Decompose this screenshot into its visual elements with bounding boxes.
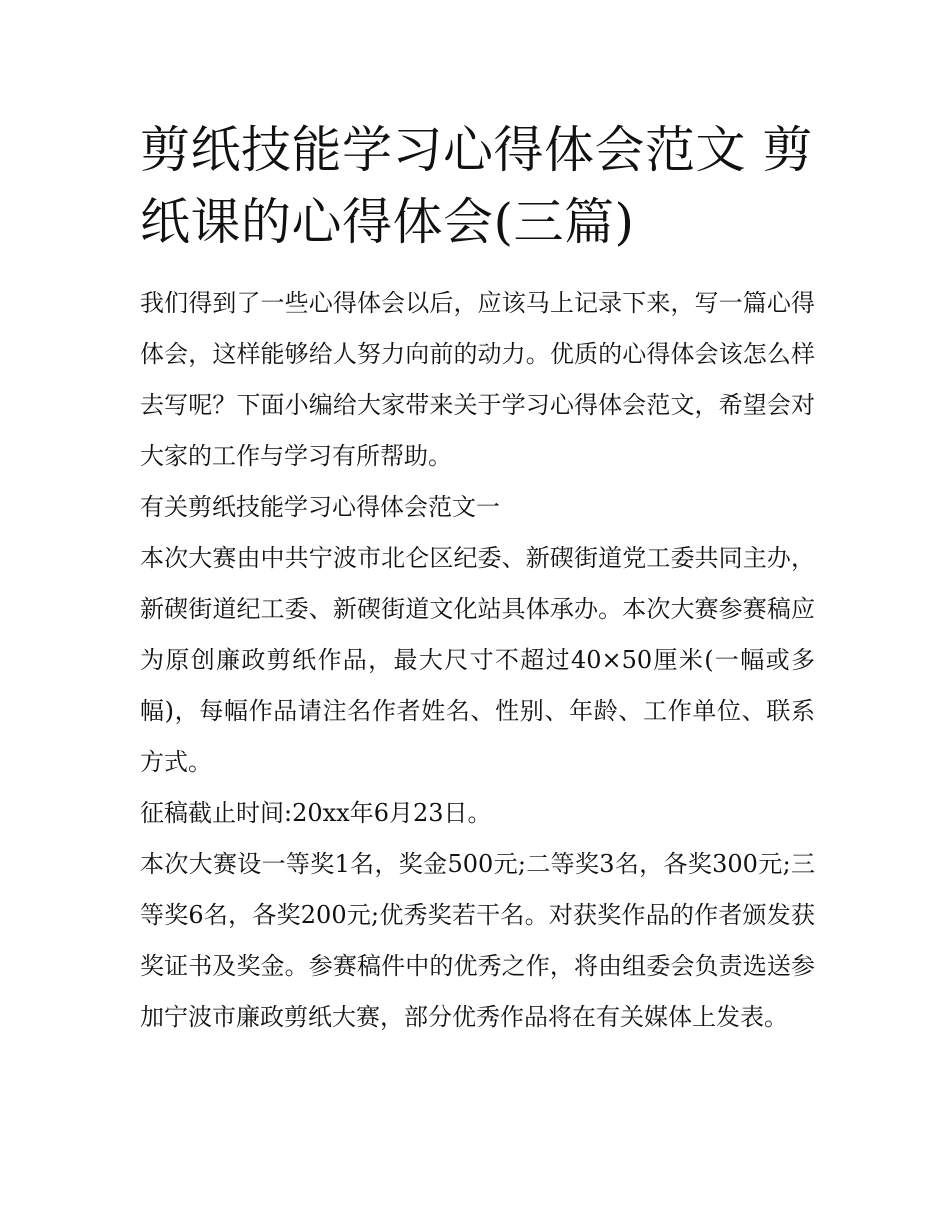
paragraph-deadline: 征稿截止时间:20xx年6月23日。	[140, 799, 492, 827]
section-heading: 有关剪纸技能学习心得体会范文一	[140, 493, 500, 521]
paragraph-contest-info: 本次大赛由中共宁波市北仑区纪委、新碶街道党工委共同主办，新碶街道纪工委、新碶街道文化站具体承办。本次大赛参赛稿应为原创廉政剪纸作品，最大尺寸不超过40×50厘米(一幅或多幅)，每幅作品请注名作者姓名、性别、年龄、工作单位、联系方式。	[140, 544, 815, 776]
paragraph-intro: 我们得到了一些心得体会以后，应该马上记录下来，写一篇心得体会，这样能够给人努力向前的动力。优质的心得体会该怎么样去写呢？下面小编给大家带来关于学习心得体会范文，希望会对大家的工作与学习有所帮助。	[140, 289, 815, 470]
document-body	[140, 278, 815, 1043]
paragraph-awards: 本次大赛设一等奖1名，奖金500元;二等奖3名，各奖300元;三等奖6名，各奖200元;优秀奖若干名。对获奖作品的作者颁发获奖证书及奖金。参赛稿件中的优秀之作，将由组委会负责选送参加宁波市廉政剪纸大赛，部分优秀作品将在有关媒体上发表。	[140, 850, 815, 1031]
document-title: 剪纸技能学习心得体会范文 剪纸课的心得体会(三篇)	[140, 121, 813, 251]
